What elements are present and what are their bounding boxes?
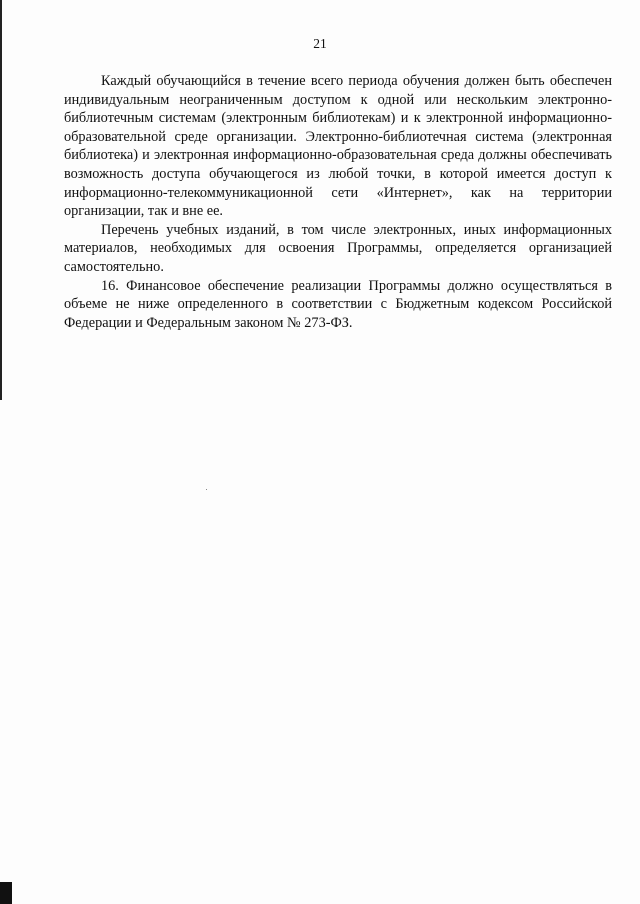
scan-edge (0, 0, 2, 400)
paragraph-library-access: Каждый обучающийся в течение всего периода обучения должен быть обеспечен индивидуальным неограниченным доступом к одной или нескольким электронно-библиотечным системам (электронным библиотекам) и к электронной информационно-образовательной среде организации. Электронно-библиотечная система (электронная библиотека) и электронная информационно-образовательная среда должны обеспечивать возможность доступа обучающегося из любой точки, в которой имеется доступ к информационно-телекоммуникационной сети «Интернет», как на территории организации, так и вне ее. (64, 73, 612, 220)
page-number: 21 (313, 36, 327, 51)
scan-speck (206, 489, 207, 490)
paragraph-learning-materials: Перечень учебных изданий, в том числе электронных, иных информационных материалов, необходимых для освоения Программы, определяется организацией самостоятельно. (64, 221, 612, 275)
paragraph-financing: 16. Финансовое обеспечение реализации Программы должно осуществляться в объеме не ниже определенного в соответствии с Бюджетным кодексом Российской Федерации и Федеральным законом № 273-ФЗ. (64, 277, 612, 331)
body-text (64, 72, 612, 332)
scan-corner (0, 882, 12, 904)
